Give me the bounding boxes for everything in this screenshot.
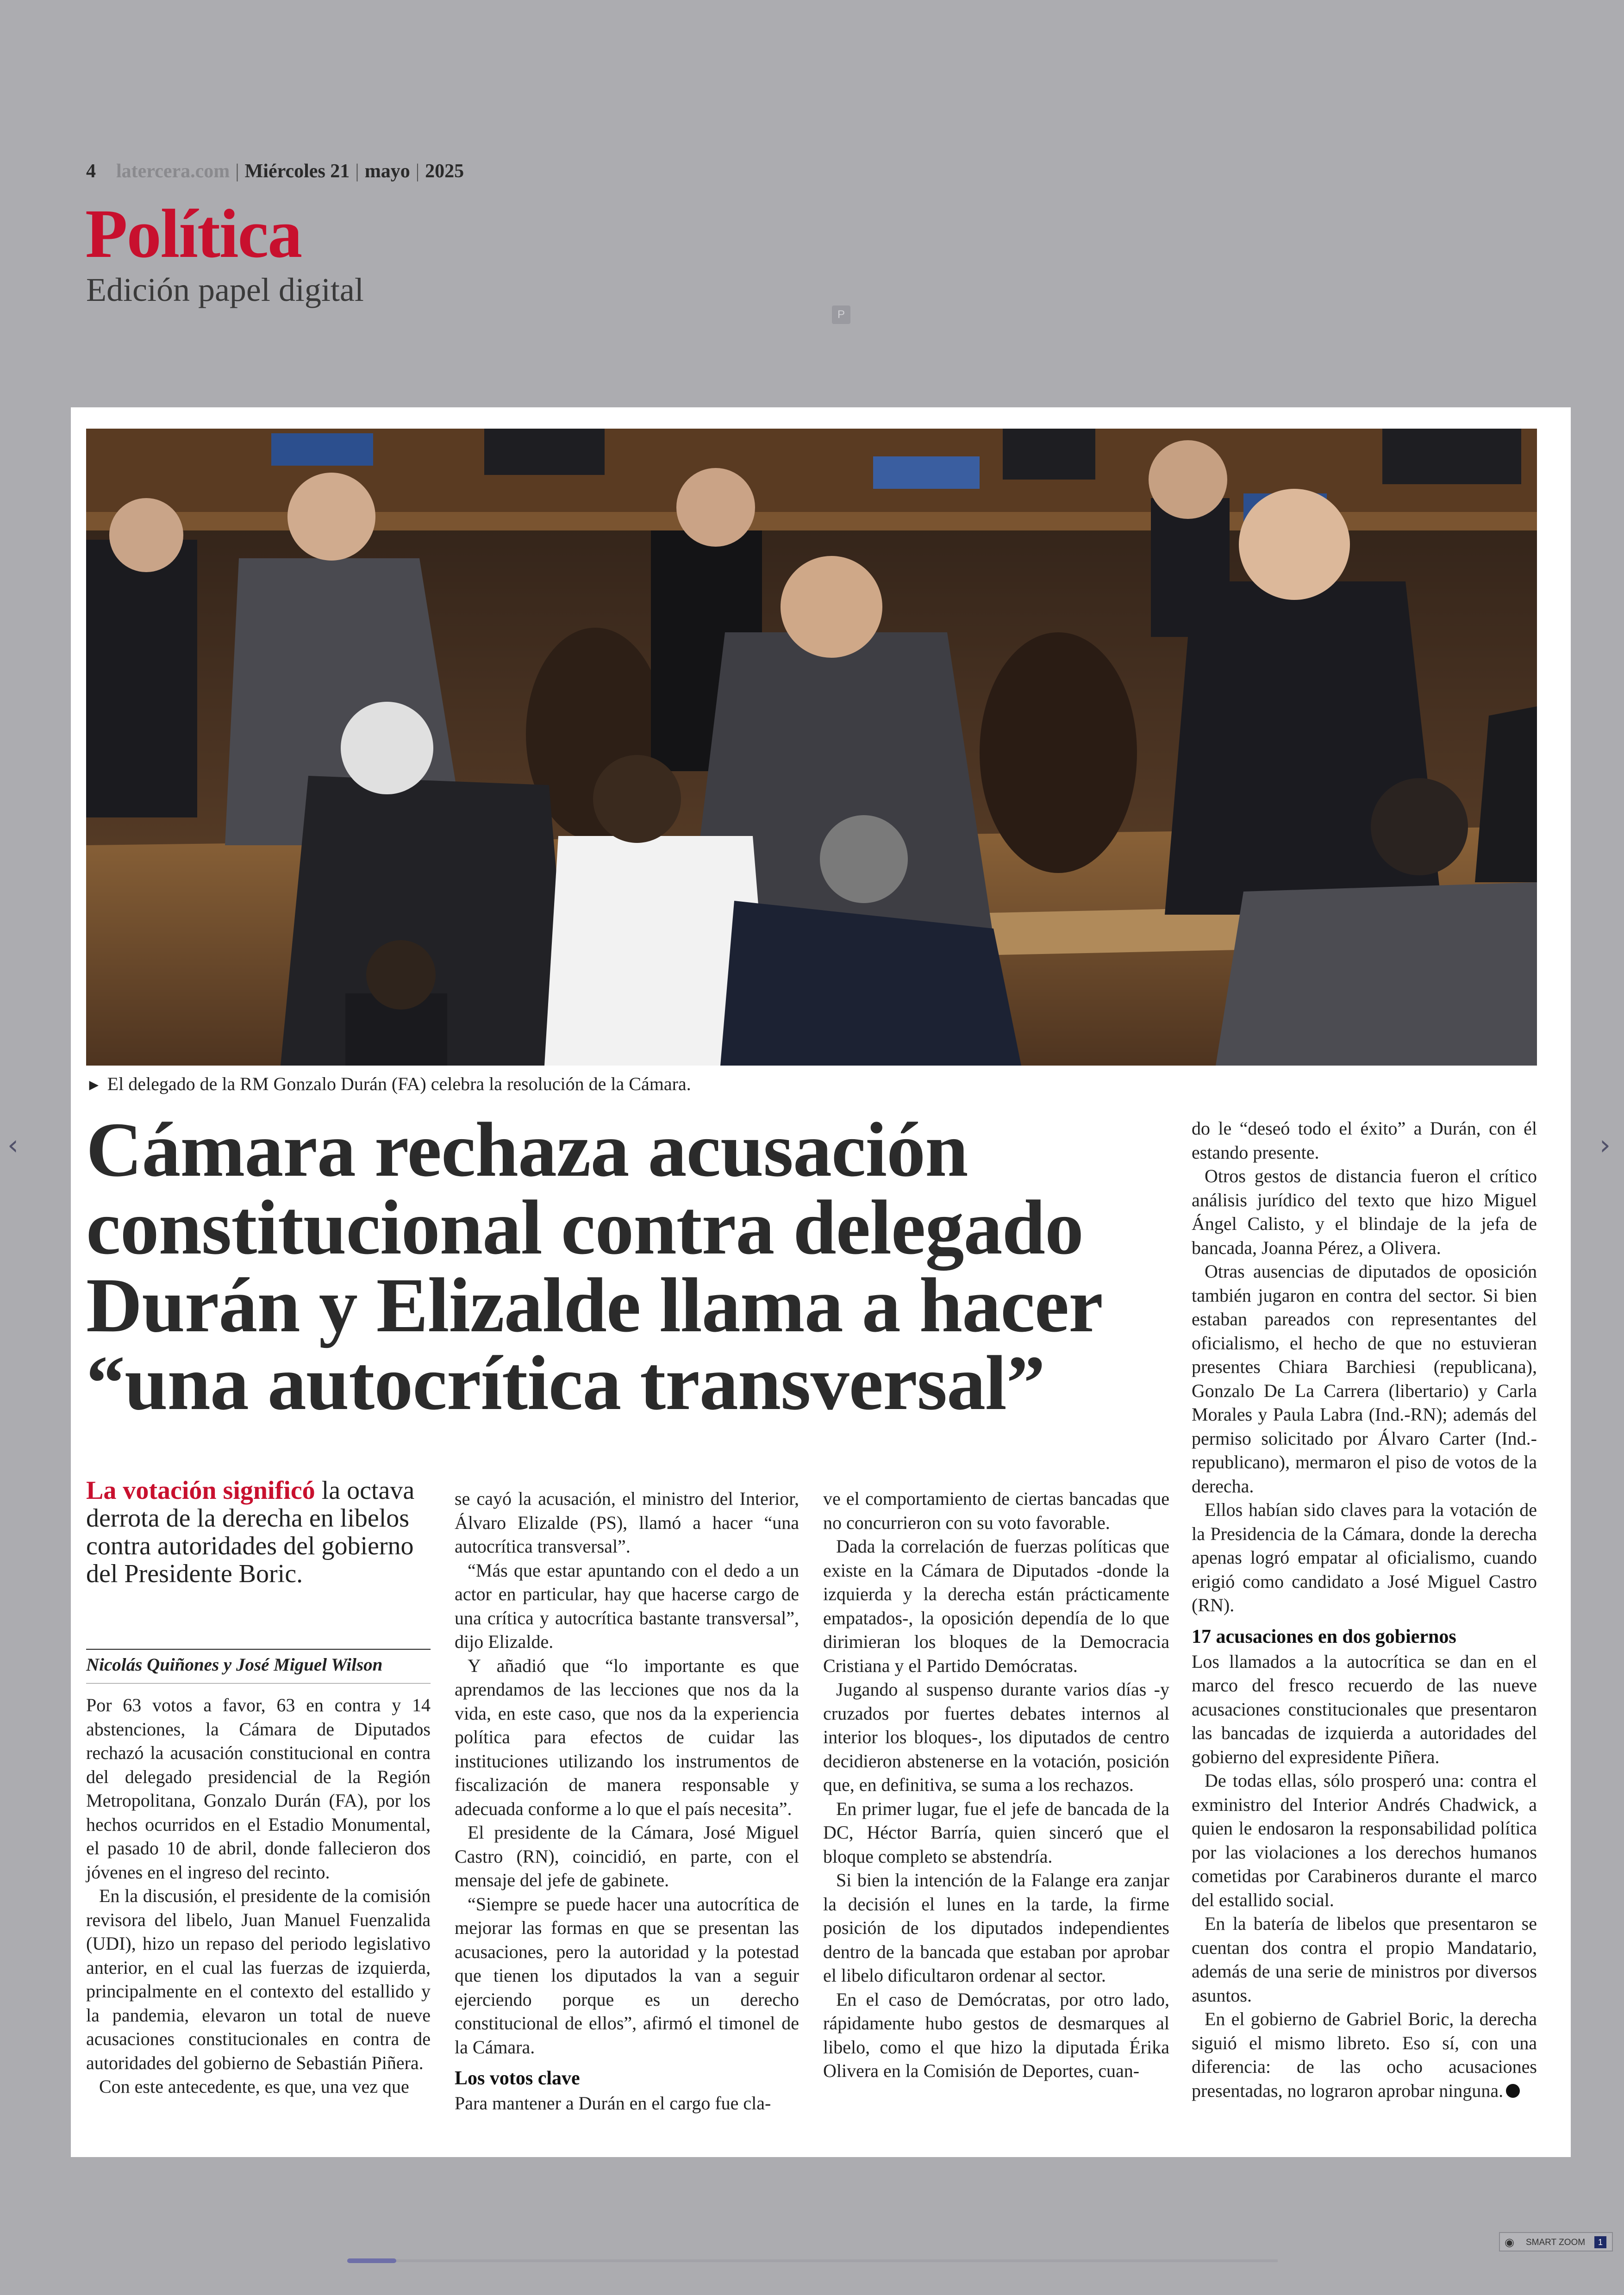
- paragraph: Para mantener a Durán en el cargo fue cla-: [455, 2093, 771, 2114]
- paragraph: Otras ausencias de diputados de oposición también jugaron en contra del sector. Si bien estaban pareados con representantes del oficialismo, el hecho de que no estuvieran presentes Chiara Barchiesi (republicana), Gonzalo De La Carrera (libertario) y Carla Morales y Paula Labra (Ind.-RN); además del permiso solicitado por Álvaro Carter (Ind.-republicano), mermaron el piso de votos de la derecha.: [1192, 1261, 1537, 1497]
- article-headline: [86, 1107, 1197, 1426]
- end-of-article-icon: [1506, 2084, 1520, 2098]
- site-name: latercera.com: [116, 161, 230, 182]
- final-text: En el gobierno de Gabriel Boric, la derecha siguió el mismo libreto. Eso sí, con una diferencia: de las ocho acusaciones presentadas, no lograron aprobar ninguna.: [1192, 2008, 1537, 2101]
- paragraph: En primer lugar, fue el jefe de bancada de la DC, Héctor Barría, quien sinceró que el bloque completo se abstendría.: [823, 1798, 1169, 1867]
- previous-page-button[interactable]: ‹: [7, 1129, 19, 1161]
- paragraph: El presidente de la Cámara, José Miguel Castro (RN), coincidió, en parte, con el mensaje del jefe de gabinete.: [455, 1822, 799, 1890]
- paragraph: ve el comportamiento de ciertas bancadas que no concurrieron con su voto favorable.: [823, 1488, 1169, 1533]
- paragraph: Jugando al suspenso durante varios días -y cruzados por fuertes debates internos al interior los bloques-, los diputados de centro decidieron abstenerse en la votación, posición que, en definitiva, se suma a los rechazos.: [823, 1679, 1169, 1795]
- smart-zoom-button[interactable]: [1499, 2232, 1613, 2251]
- page-progress-track[interactable]: [347, 2259, 1278, 2262]
- headline-line: “una autocrítica transversal”: [86, 1340, 1045, 1426]
- byline-rule: [86, 1683, 431, 1684]
- eye-icon: ◉: [1505, 2236, 1514, 2249]
- lede-text: la octava derrota de la derecha en libelos contra autoridades del gobierno del Presidente Boric.: [86, 1476, 415, 1588]
- paragraph: “Siempre se puede hacer una autocrítica de mejorar las formas en que se presentan las acusaciones, pero la autoridad y la potestad que tienen los diputados la van a seguir ejerciendo porque es un derecho constitucional de ellos”, afirmó el timonel de la Cámara.: [455, 1893, 799, 2058]
- page-progress-handle[interactable]: [347, 2258, 396, 2263]
- paragraph: do le “deseó todo el éxito” a Durán, con él estando presente.: [1192, 1118, 1537, 1163]
- article-photo: [86, 429, 1537, 1066]
- page-number: 4: [86, 161, 96, 182]
- caption-text: El delegado de la RM Gonzalo Durán (FA) celebra la resolución de la Cámara.: [107, 1073, 691, 1094]
- lede-lead-in: La votación significó: [86, 1476, 315, 1505]
- paragraph: Si bien la intención de la Falange era zanjar la decisión el lunes en la tarde, la firme posición de los diputados independientes dentro de la bancada que estaban por aprobar el libelo dificultaron ordenar al sector.: [823, 1870, 1169, 1986]
- headline-line: Cámara rechaza acusación: [86, 1107, 968, 1193]
- article-column-2: [455, 1487, 799, 2115]
- paragraph: Los llamados a la autocrítica se dan en el marco del fresco recuerdo de las nueve acusaciones constitucionales que presentaron las bancadas de izquierda a autoridades del gobierno del expresidente Piñera.: [1192, 1651, 1537, 1767]
- smart-zoom-label: SMART ZOOM: [1526, 2238, 1586, 2247]
- headline-line: constitucional contra delegado: [86, 1185, 1083, 1271]
- caption-arrow-icon: ►: [86, 1077, 102, 1094]
- byline: Nicolás Quiñones y José Miguel Wilson: [86, 1655, 383, 1675]
- headline-line: Durán y Elizalde llama a hacer: [86, 1262, 1103, 1348]
- paragraph: Por 63 votos a favor, 63 en contra y 14 abstenciones, la Cámara de Diputados rechazó la acusación constitucional en contra del delegado presidencial de la Región Metropolitana, Gonzalo Durán (FA), por los hechos ocurridos en el Estadio Monumental, el pasado 10 de abril, donde fallecieron dos jóvenes en el ingreso del recinto.: [86, 1695, 431, 1883]
- paragraph: Otros gestos de distancia fueron el crítico análisis jurídico del texto que hizo Miguel Ángel Calisto, y el blindaje de la jefa de bancada, Joanna Pérez, a Olivera.: [1192, 1166, 1537, 1258]
- article-column-1: [86, 1693, 431, 2099]
- paragraph: En el caso de Demócratas, por otro lado, rápidamente hubo gestos de desmarques al libelo, como el que hizo la diputada Érika Olivera en la Comisión de Deportes, cuan-: [823, 1989, 1169, 2081]
- paragraph: Con este antecedente, es que, una vez que: [99, 2076, 409, 2097]
- subheading-votos-clave: Los votos clave: [455, 2068, 580, 2089]
- paragraph: En la batería de libelos que presentaron se cuentan dos contra el propio Mandatario, además de una serie de ministros por diversos asuntos.: [1192, 1913, 1537, 2006]
- article-lede: [86, 1477, 429, 1588]
- article-column-4: [1192, 1116, 1537, 2102]
- paragraph: “Más que estar apuntando con el dedo a un actor en particular, hay que hacerse cargo de una crítica y autocrítica bastante transversal”, dijo Elizalde.: [455, 1559, 799, 1652]
- paragraph: De todas ellas, sólo prosperó una: contra el exministro del Interior Andrés Chadwick, a quien le endosaron la responsabilidad política por las violaciones a los derechos humanos cometidas por Carabineros durante el marco del estallido social.: [1192, 1770, 1537, 1910]
- section-title: Política: [85, 195, 302, 272]
- article-column-3: [823, 1487, 1169, 2083]
- photo-caption: [86, 1073, 691, 1095]
- subheading-17-acusaciones: 17 acusaciones en dos gobiernos: [1192, 1626, 1456, 1647]
- chamber-photo-illustration: [86, 429, 1537, 1066]
- paragraph: En la discusión, el presidente de la comisión revisora del libelo, Juan Manuel Fuenzalida (UDI), hizo un repaso del periodo legislativo anterior, en el cual las fuerzas de izquierda, principalmente en el contexto del estallido y la pandemia, elevaron un total de nueve acusaciones constitucionales en contra de autoridades del gobierno de Sebastián Piñera.: [86, 1885, 431, 2073]
- paragraph: se cayó la acusación, el ministro del Interior, Álvaro Elizalde (PS), llamó a hacer “una autocrítica transversal”.: [455, 1488, 799, 1557]
- smart-zoom-count-badge: 1: [1594, 2236, 1606, 2248]
- issue-day: Miércoles 21: [244, 161, 350, 182]
- next-page-button[interactable]: ›: [1599, 1129, 1611, 1161]
- page-header-meta: 4 latercera.com | Miércoles 21 | mayo | 2025: [86, 161, 464, 182]
- byline-rule: [86, 1649, 431, 1650]
- paragraph-final: [1192, 2007, 1537, 2102]
- issue-year: 2025: [425, 161, 464, 182]
- edition-subtitle: Edición papel digital: [86, 271, 364, 308]
- issue-month: mayo: [364, 161, 410, 182]
- page-marker-icon[interactable]: P: [832, 306, 850, 324]
- paragraph: Y añadió que “lo importante es que aprendamos de las lecciones que nos da la vida, en este caso, que nos da la experiencia política para efectos de cuidar las instituciones utilizando los instrumentos de fiscalización de manera responsable y adecuada conforme a lo que el país necesita”.: [455, 1655, 799, 1819]
- paragraph: Dada la correlación de fuerzas políticas que existe en la Cámara de Diputados -donde la izquierda y la derecha están prácticamente empatados-, la oposición dependía de lo que dirimieran los bloques de la Democracia Cristiana y el Partido Demócratas.: [823, 1536, 1169, 1676]
- paragraph: Ellos habían sido claves para la votación de la Presidencia de la Cámara, donde la derecha apenas logró empatar al oficialismo, cuando erigió como candidato a José Miguel Castro (RN).: [1192, 1499, 1537, 1615]
